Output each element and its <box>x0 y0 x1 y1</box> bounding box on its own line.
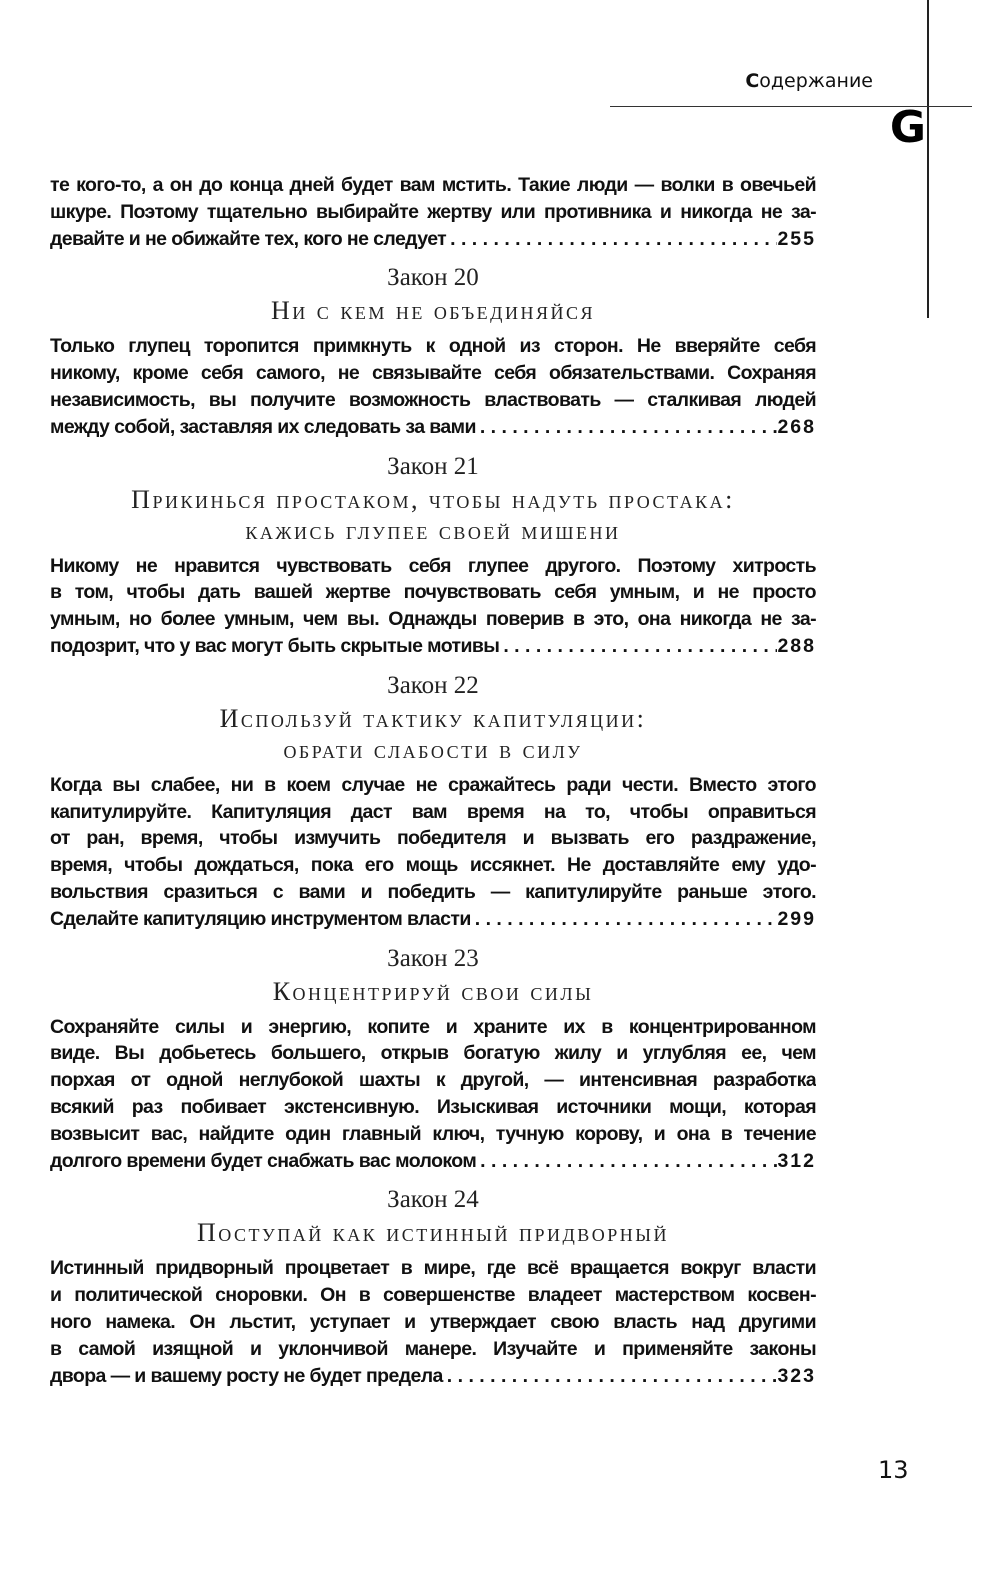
law-title <box>50 295 816 326</box>
toc-entry-last-line <box>50 414 816 441</box>
dot-leader <box>471 906 778 933</box>
section-mark: G <box>889 102 926 153</box>
law-title <box>50 1217 816 1248</box>
law-title-line: обрати слабости в силу <box>283 734 583 764</box>
toc-line: вольствия сразиться с вами и победить — капитулируйте раньше этого. <box>50 880 816 903</box>
law-entry <box>50 669 816 933</box>
toc-line-text: долгого времени будет снабжать вас молоком <box>50 1149 477 1172</box>
toc-page-number: 323 <box>777 1364 816 1387</box>
law-title <box>50 976 816 1007</box>
toc-line: те кого-то, а он до конца дней будет вам мстить. Такие люди — волки в овечьей <box>50 174 816 196</box>
law-title <box>50 484 816 546</box>
law-title-line: Ни с кем не объединяйся <box>271 296 595 326</box>
toc-line: умным, но более умным, чем вы. Однажды поверив в это, она никогда не за- <box>50 608 816 631</box>
dot-leader <box>443 1363 778 1390</box>
law-summary <box>50 553 816 660</box>
toc-line: в самой изящной и уклончивой манере. Изучайте и применяйте законы <box>50 1337 816 1360</box>
law-entry <box>50 261 816 440</box>
running-title <box>700 70 873 92</box>
toc-line: виде. Вы добьетесь большего, открыв богатую жилу и углубляя ее, чем <box>50 1042 816 1065</box>
law-title-line: Поступай как истинный придворный <box>197 1218 669 1248</box>
law-label: Закон 20 <box>387 264 479 292</box>
law-summary <box>50 1014 816 1175</box>
dot-leader <box>446 226 777 253</box>
toc-line: возвысит вас, найдите один главный ключ, тучную корову, и она в течение <box>50 1122 816 1145</box>
law-title-line: кажись глупее своей мишени <box>245 515 621 545</box>
toc-line: всякий раз побивает экстенсивную. Изыскивая источники мощи, которая <box>50 1095 816 1118</box>
toc-line: никому, кроме себя самого, не связывайте себя обязательствами. Сохраняя <box>50 362 816 385</box>
running-title-initial: С <box>745 70 760 92</box>
toc-line-text: Сделайте капитуляцию инструментом власти <box>50 907 471 930</box>
toc-line: время, чтобы дождаться, пока его мощь иссякнет. Не доставляйте ему удо- <box>50 854 816 877</box>
law-label: Закон 22 <box>387 671 479 699</box>
toc-entry-last-line <box>50 1148 816 1175</box>
toc-line: независимость, вы получите возможность властвовать — сталкивая людей <box>50 388 816 411</box>
toc-line: шкуре. Поэтому тщательно выбирайте жертву или противника и никогда не за- <box>50 200 816 223</box>
law-label: Закон 24 <box>387 1186 479 1214</box>
toc-page-number: 312 <box>777 1149 816 1172</box>
toc-page-number: 299 <box>777 907 816 930</box>
toc-content <box>50 172 816 1398</box>
law-title-line: Используй тактику капитуляции: <box>219 703 647 733</box>
law-entry <box>50 450 816 660</box>
toc-line: Сохраняйте силы и энергию, копите и храните их в концентрированном <box>50 1015 816 1038</box>
toc-line-text: между собой, заставляя их следовать за вами <box>50 415 476 438</box>
toc-page-number: 268 <box>777 415 816 438</box>
law-title-line: Концентрируй свои силы <box>272 976 594 1006</box>
running-title-rest: одержание <box>759 70 873 92</box>
toc-line: ного намека. Он льстит, уступает и утверждает свою власть над другими <box>50 1310 816 1333</box>
law-label: Закон 23 <box>387 944 479 972</box>
law-entry <box>50 942 816 1175</box>
margin-vertical-rule <box>927 0 929 318</box>
toc-line-text: двора — и вашему росту не будет предела <box>50 1364 443 1387</box>
dot-leader <box>499 633 777 660</box>
page-number: 13 <box>878 1456 909 1484</box>
law-summary <box>50 772 816 933</box>
toc-page-number: 288 <box>777 634 816 657</box>
dot-leader <box>476 414 778 441</box>
toc-line: и политической сноровки. Он в совершенстве владеет мастерством косвен- <box>50 1284 816 1307</box>
law-title-line: Прикинься простаком, чтобы надуть простака: <box>131 484 735 514</box>
dot-leader <box>476 1148 777 1175</box>
law-entry <box>50 1183 816 1389</box>
toc-line-text: подозрит, что у вас могут быть скрытые мотивы <box>50 634 500 657</box>
toc-line: Когда вы слабее, ни в коем случае не сражайтесь ради чести. Вместо этого <box>50 773 816 796</box>
law-title <box>50 703 816 765</box>
toc-line: Истинный придворный процветает в мире, где всё вращается вокруг власти <box>50 1257 816 1280</box>
law-summary <box>50 333 816 440</box>
toc-page-number: 255 <box>777 227 816 250</box>
toc-line-text: девайте и не обижайте тех, кого не следует <box>50 227 447 250</box>
toc-line: порхая от одной неглубокой шахты к другой, — интенсивная разработка <box>50 1069 816 1092</box>
toc-line: Никому не нравится чувствовать себя глупее другого. Поэтому хитрость <box>50 554 816 577</box>
law-summary <box>50 1255 816 1389</box>
toc-entry-last-line <box>50 226 816 253</box>
toc-line: Только глупец торопится примкнуть к одной из сторон. Не вверяйте себя <box>50 335 816 358</box>
toc-entry-last-line <box>50 906 816 933</box>
toc-entry-intro <box>50 172 816 252</box>
law-label: Закон 21 <box>387 452 479 480</box>
toc-line: в том, чтобы дать вашей жертве почувствовать себя умным, и не просто <box>50 581 816 604</box>
toc-line: капитулируйте. Капитуляция даст вам время на то, чтобы оправиться <box>50 800 816 823</box>
toc-entry-last-line <box>50 1363 816 1390</box>
toc-line: от ран, время, чтобы измучить победителя и вызвать его раздражение, <box>50 827 816 850</box>
toc-entry-last-line <box>50 633 816 660</box>
